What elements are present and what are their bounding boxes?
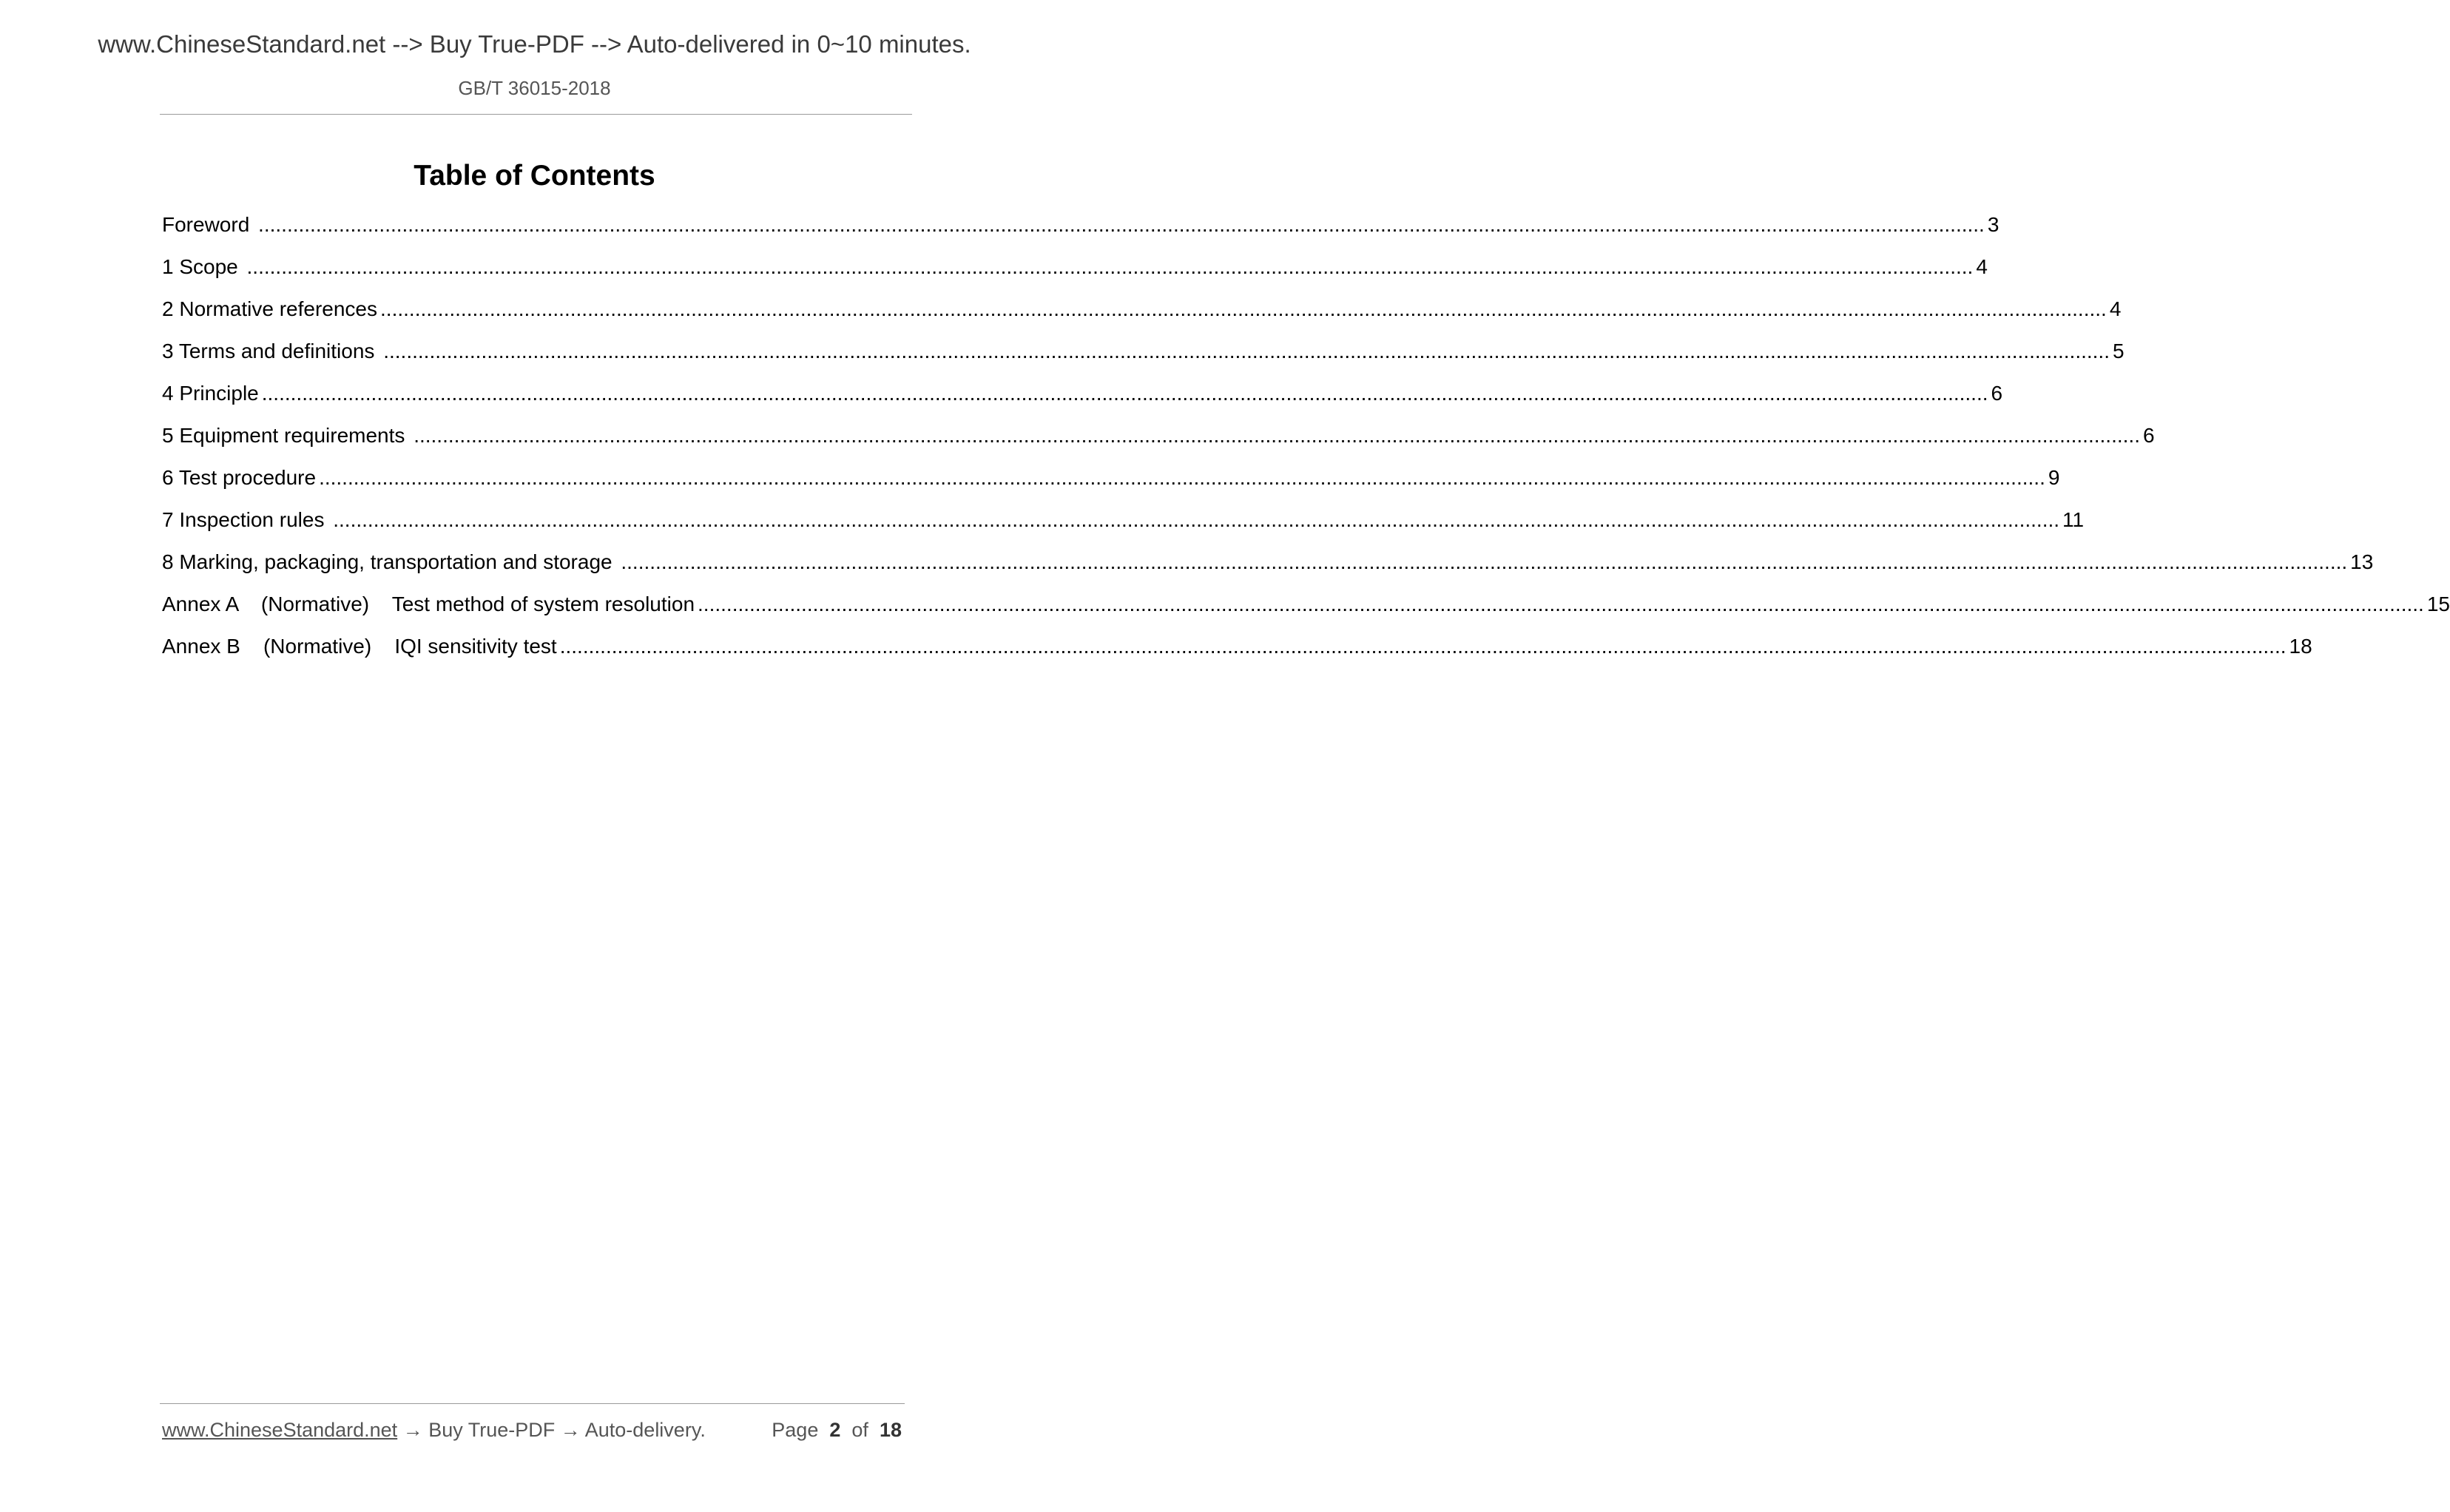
toc-entry-test-procedure[interactable] (162, 460, 2060, 502)
toc-entry-label: Foreword (162, 213, 256, 236)
header-divider (160, 114, 912, 115)
toc-entry-page: 15 (2426, 593, 2450, 615)
toc-leader-dots: ............................................................................................................................................................................................................................................................................................................ (319, 466, 2045, 489)
toc-entry-label: 2 Normative references (162, 297, 378, 320)
toc-entry-page: 5 (2113, 340, 2125, 362)
page-current: 2 (829, 1419, 841, 1441)
toc-entry-page: 13 (2350, 550, 2374, 573)
toc-entry-equipment-requirements[interactable] (162, 418, 2155, 460)
toc-leader-dots: ............................................................................................................................................................................................................................................................................................................ (698, 593, 2424, 615)
toc-leader-dots: ............................................................................................................................................................................................................................................................................................................ (380, 297, 2107, 320)
toc-entry-label: Annex B (Normative) IQI sensitivity test (162, 635, 557, 658)
toc-entry-page: 18 (2289, 635, 2312, 658)
toc-entry-page: 6 (1991, 382, 2003, 405)
toc-title: Table of Contents (414, 160, 655, 192)
toc-leader-dots: ............................................................................................................................................................................................................................................................................................................ (621, 550, 2348, 573)
toc-entry-page: 4 (2109, 297, 2122, 320)
toc-entry-page: 3 (1987, 213, 2000, 236)
toc-entry-terms-definitions[interactable] (162, 334, 2125, 376)
toc-leader-dots: ............................................................................................................................................................................................................................................................................................................ (559, 635, 2287, 658)
table-of-contents (162, 207, 2450, 671)
toc-entry-label: 6 Test procedure (162, 466, 317, 489)
toc-entry-scope[interactable] (162, 249, 1988, 291)
footer-tagline: → Buy True-PDF → Auto-delivery. (397, 1419, 706, 1441)
toc-leader-dots: ............................................................................................................................................................................................................................................................................................................ (383, 340, 2110, 362)
toc-entry-page: 4 (1976, 255, 1988, 278)
toc-entry-label: 4 Principle (162, 382, 259, 405)
footer-promo (162, 1417, 706, 1443)
toc-entry-inspection-rules[interactable] (162, 502, 2085, 544)
footer-site-link[interactable]: www.ChineseStandard.net (162, 1419, 398, 1441)
toc-leader-dots: ............................................................................................................................................................................................................................................................................................................ (414, 424, 2140, 447)
toc-entry-page: 6 (2142, 424, 2155, 447)
toc-entry-normative-references[interactable] (162, 291, 2122, 334)
page-total: 18 (879, 1419, 902, 1441)
top-banner: www.ChineseStandard.net --> Buy True-PDF --> Auto-delivered in 0~10 minutes. (98, 30, 971, 58)
toc-entry-label: 8 Marking, packaging, transportation and storage (162, 550, 618, 573)
toc-entry-page: 9 (2048, 466, 2060, 489)
toc-leader-dots: ............................................................................................................................................................................................................................................................................................................ (261, 382, 1988, 405)
toc-entry-marking-packaging[interactable] (162, 544, 2374, 587)
toc-leader-dots: ............................................................................................................................................................................................................................................................................................................ (333, 508, 2060, 531)
toc-entry-principle[interactable] (162, 376, 2003, 418)
document-code: GB/T 36015-2018 (458, 77, 611, 99)
toc-entry-label: 3 Terms and definitions (162, 340, 381, 362)
toc-entry-foreword[interactable] (162, 207, 2000, 249)
toc-leader-dots: ............................................................................................................................................................................................................................................................................................................ (246, 255, 1974, 278)
toc-entry-page: 11 (2062, 508, 2085, 531)
toc-entry-label: 5 Equipment requirements (162, 424, 411, 447)
toc-entry-label: 7 Inspection rules (162, 508, 331, 531)
toc-entry-annex-b[interactable] (162, 629, 2312, 671)
toc-entry-annex-a[interactable] (162, 587, 2450, 629)
toc-leader-dots: ............................................................................................................................................................................................................................................................................................................ (258, 213, 1985, 236)
toc-entry-label: Annex A (Normative) Test method of system resolution (162, 593, 695, 615)
of-word: of (851, 1419, 868, 1441)
page-word: Page (772, 1419, 819, 1441)
footer-divider (160, 1403, 905, 1404)
toc-entry-label: 1 Scope (162, 255, 244, 278)
page-number (772, 1417, 902, 1443)
